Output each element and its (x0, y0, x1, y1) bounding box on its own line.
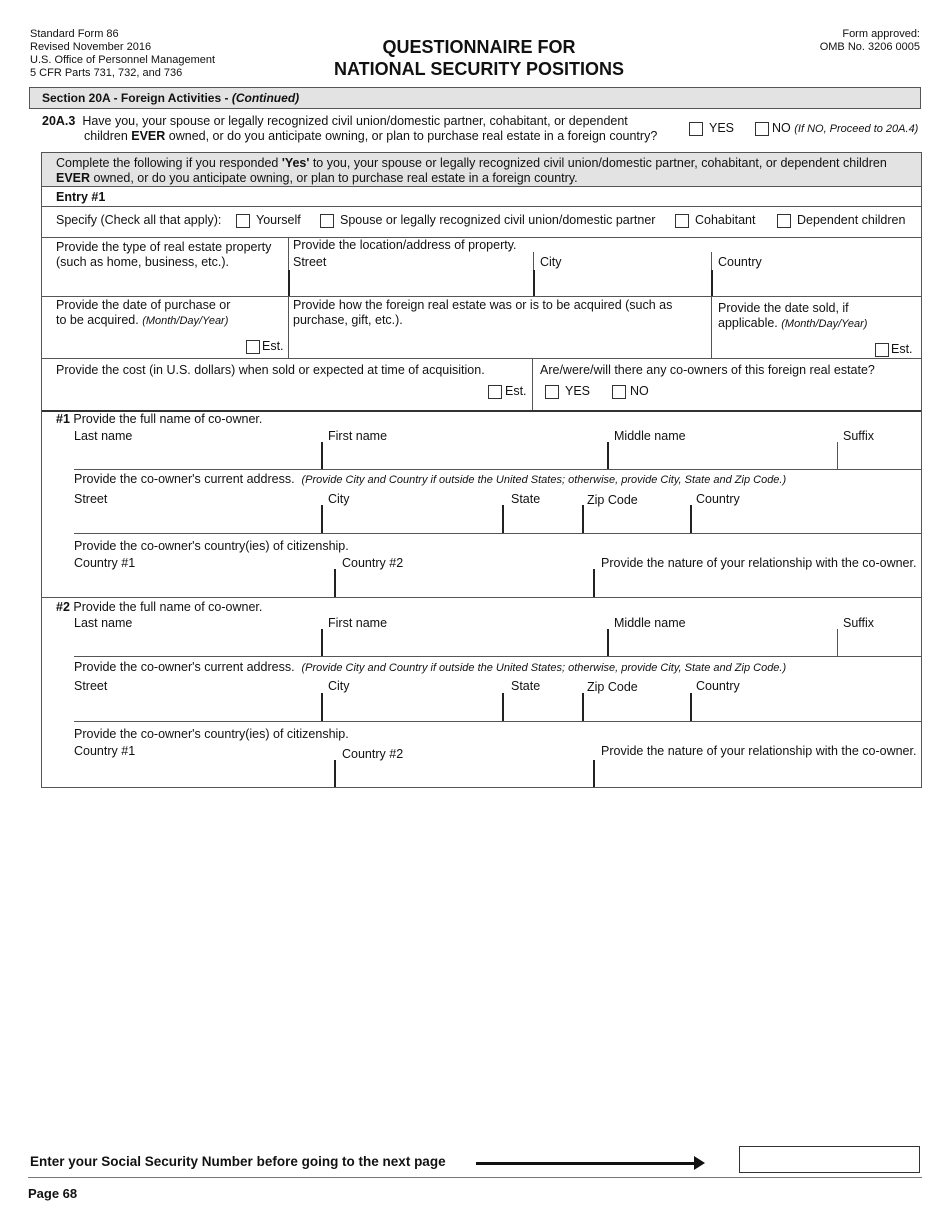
coowners-no-label: NO (630, 384, 649, 398)
coowners-yes-label: YES (565, 384, 591, 398)
last-name-field[interactable] (321, 629, 323, 656)
ssn-instruction: Enter your Social Security Number before going to the next page (30, 1154, 446, 1169)
street-field[interactable] (533, 270, 535, 296)
divider (42, 296, 921, 297)
est-label: Est. (891, 342, 913, 356)
country2-label: Country #2 (342, 747, 404, 761)
divider (74, 533, 921, 534)
form-title: QUESTIONNAIRE FOR NATIONAL SECURITY POSITIONS (333, 37, 625, 79)
middle-name-label: Middle name (614, 616, 686, 630)
form-cfr: 5 CFR Parts 731, 732, and 736 (30, 67, 183, 79)
form-revision: Revised November 2016 (30, 41, 152, 53)
country-label: Country (718, 255, 762, 269)
zip-label: Zip Code (587, 493, 638, 507)
last-name-field[interactable] (321, 442, 323, 469)
street-label: Street (74, 679, 108, 693)
country1-field[interactable] (334, 569, 336, 597)
est-label: Est. (505, 384, 527, 398)
arrow-line (476, 1162, 696, 1165)
date-sold-label: Provide the date sold, if applicable. (Month/Day/Year) (718, 301, 868, 330)
last-name-label: Last name (74, 429, 133, 443)
divider (532, 358, 533, 410)
country1-label: Country #1 (74, 744, 136, 758)
state-field[interactable] (582, 693, 584, 721)
divider (74, 656, 921, 657)
city-label: City (328, 492, 350, 506)
first-name-field[interactable] (607, 629, 609, 656)
country2-field[interactable] (593, 569, 595, 597)
sold-est-checkbox[interactable] (875, 343, 889, 357)
country2-field[interactable] (593, 760, 595, 787)
acquisition-method-label: Provide how the foreign real estate was or is to be acquired (such as purchase, gift, etc.). (293, 298, 673, 327)
arrow-right-icon (694, 1156, 705, 1170)
dependent-children-label: Dependent children (797, 213, 906, 227)
relationship-label: Provide the nature of your relationship with the co-owner. (601, 556, 917, 570)
divider (74, 469, 921, 470)
divider (74, 721, 921, 722)
middle-name-field[interactable] (837, 442, 838, 469)
city-label: City (540, 255, 562, 269)
suffix-label: Suffix (843, 429, 875, 443)
form-number: Standard Form 86 (30, 28, 119, 40)
property-type-label: Provide the type of real estate property (such as home, business, etc.). (56, 240, 272, 269)
country1-field[interactable] (334, 760, 336, 787)
footer-divider (28, 1177, 922, 1178)
street-field[interactable] (321, 693, 323, 721)
coowner-1-name-label: #1 Provide the full name of co-owner. (56, 412, 263, 426)
coowners-question-label: Are/were/will there any co-owners of this foreign real estate? (540, 363, 875, 377)
state-label: State (511, 492, 541, 506)
spouse-checkbox[interactable] (320, 214, 334, 228)
yes-checkbox[interactable] (689, 122, 703, 136)
ssn-input[interactable] (739, 1146, 920, 1173)
middle-name-label: Middle name (614, 429, 686, 443)
cost-est-checkbox[interactable] (488, 385, 502, 399)
zip-label: Zip Code (587, 680, 638, 694)
country-label: Country (696, 492, 740, 506)
question-number: 20A.3 (42, 114, 76, 128)
city-field[interactable] (711, 270, 713, 296)
country2-label: Country #2 (342, 556, 404, 570)
spouse-label: Spouse or legally recognized civil union/domestic partner (340, 213, 656, 227)
street-label: Street (74, 492, 108, 506)
divider (42, 358, 921, 359)
purchase-est-checkbox[interactable] (246, 340, 260, 354)
suffix-label: Suffix (843, 616, 875, 630)
divider (288, 237, 289, 359)
yourself-checkbox[interactable] (236, 214, 250, 228)
purchase-date-label: Provide the date of purchase or to be acquired. (Month/Day/Year) (56, 298, 231, 327)
first-name-label: First name (328, 429, 388, 443)
divider (711, 252, 712, 359)
coowner-2-citizenship-label: Provide the co-owner's country(ies) of citizenship. (74, 727, 349, 741)
coowner-2-name-label: #2 Provide the full name of co-owner. (56, 600, 263, 614)
question-text-line1: Have you, your spouse or legally recognized civil union/domestic partner, cohabitant, or dependent (82, 114, 628, 128)
cost-label: Provide the cost (in U.S. dollars) when sold or expected at time of acquisition. (56, 363, 485, 377)
form-identification (30, 28, 215, 80)
middle-name-field[interactable] (837, 629, 838, 656)
yes-label: YES (709, 121, 735, 135)
coowner-2-address-label: Provide the co-owner's current address. (Provide City and Country if outside the United States; otherwise, provide City, State and Zip Code.) (74, 660, 787, 674)
instruction-text: Complete the following if you responded 'Yes' to you, your spouse or legally recognized civil union/domestic partner, cohabitant, or dependent children EVER owned, or do you anticipate owning, or plan to purchase real estate in a foreign country. (42, 153, 921, 187)
entry-title: Entry #1 (56, 190, 106, 204)
street-field[interactable] (321, 505, 323, 533)
coowner-1-citizenship-label: Provide the co-owner's country(ies) of citizenship. (74, 539, 349, 553)
city-label: City (328, 679, 350, 693)
no-label: NO (If NO, Proceed to 20A.4) (772, 121, 919, 135)
form-approval: Form approved: OMB No. 3206 0005 (819, 28, 920, 53)
property-type-field[interactable] (288, 270, 290, 296)
coowner-1-address-label: Provide the co-owner's current address. (Provide City and Country if outside the United States; otherwise, provide City, State and Zip Code.) (74, 472, 787, 486)
country1-label: Country #1 (74, 556, 136, 570)
divider (42, 597, 921, 598)
location-label: Provide the location/address of property. (293, 238, 517, 252)
coowners-yes-checkbox[interactable] (545, 385, 559, 399)
state-field[interactable] (582, 505, 584, 533)
last-name-label: Last name (74, 616, 133, 630)
section-header: Section 20A - Foreign Activities - (Continued) (29, 87, 921, 109)
city-field[interactable] (502, 693, 504, 721)
divider (42, 206, 921, 207)
first-name-label: First name (328, 616, 388, 630)
yourself-label: Yourself (256, 213, 301, 227)
form-agency: U.S. Office of Personnel Management (30, 54, 216, 66)
zip-field[interactable] (690, 693, 692, 721)
first-name-field[interactable] (607, 442, 609, 469)
cohabitant-label: Cohabitant (695, 213, 756, 227)
dependent-children-checkbox[interactable] (777, 214, 791, 228)
state-label: State (511, 679, 541, 693)
country-label: Country (696, 679, 740, 693)
question-20a3: 20A.3 Have you, your spouse or legally recognized civil union/domestic partner, cohabitant, or dependent children EVER owned, or do you anticipate owning, or plan to purchase real estate in a foreign country? (42, 114, 658, 143)
cohabitant-checkbox[interactable] (675, 214, 689, 228)
city-field[interactable] (502, 505, 504, 533)
street-label: Street (293, 255, 327, 269)
coowners-no-checkbox[interactable] (612, 385, 626, 399)
zip-field[interactable] (690, 505, 692, 533)
specify-label: Specify (Check all that apply): (56, 213, 222, 227)
page-number: Page 68 (28, 1186, 78, 1201)
relationship-label: Provide the nature of your relationship with the co-owner. (601, 744, 917, 758)
est-label: Est. (262, 339, 284, 353)
no-checkbox[interactable] (755, 122, 769, 136)
